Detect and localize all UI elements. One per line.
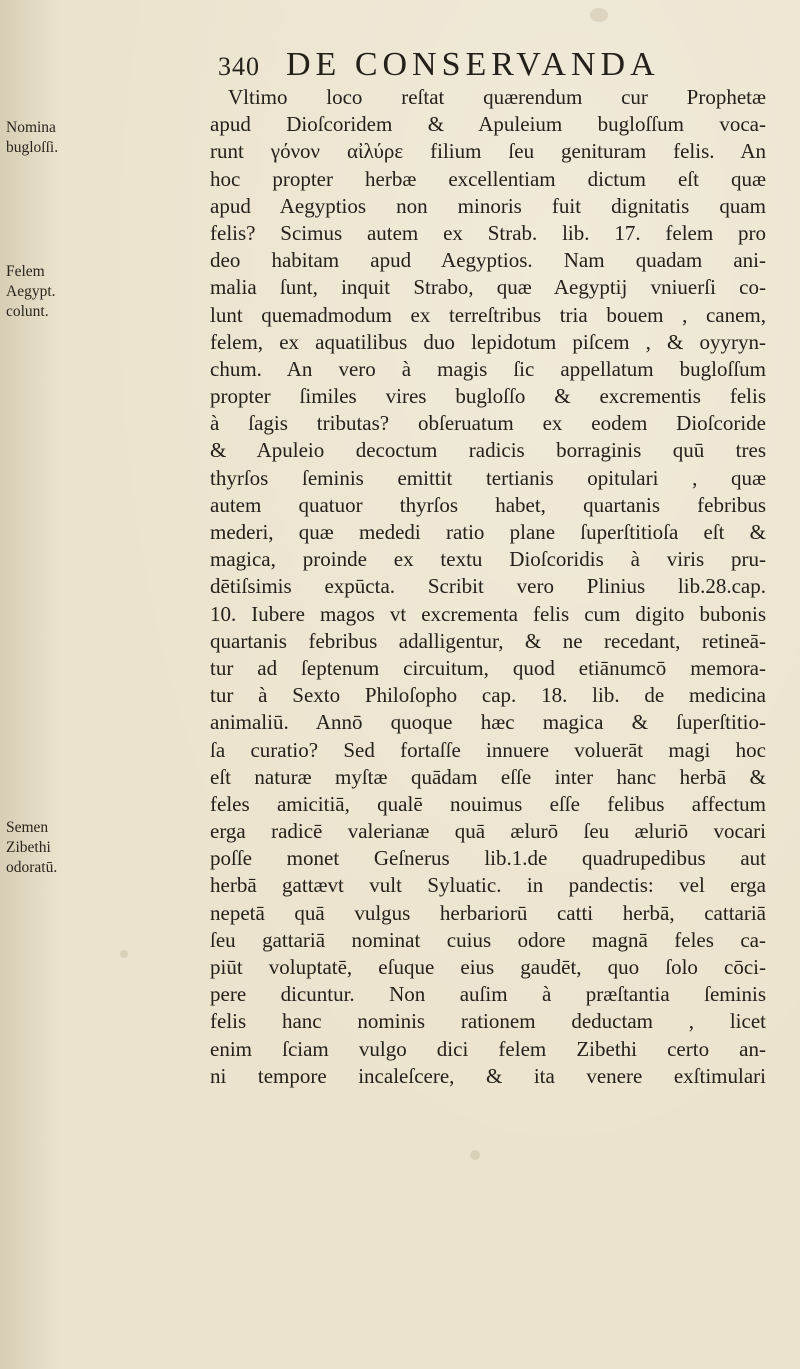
margin-note-line: Aegypt. [6, 283, 56, 300]
text-line: apud Dioſcoridem & Apuleium bugloſſum voca- [210, 112, 766, 137]
text-line: apud Aegyptios non minoris fuit dignitatis quam [210, 193, 766, 218]
margin-note [6, 262, 116, 322]
text-line: lunt quemadmodum ex terreſtribus tria bouem , canem, [210, 302, 766, 327]
text-line: eſt naturæ myſtæ quādam eſſe inter hanc herbā & [210, 764, 766, 789]
paper-stain [120, 950, 128, 958]
text-line: ſa curatio? Sed fortaſſe innuere voluerāt magi hoc [210, 737, 766, 762]
margin-note [6, 818, 116, 878]
text-line: feles amicitiā, qualē nouimus eſſe felibus affectum [210, 791, 766, 816]
text-line: erga radicē valerianæ quā ælurō ſeu æluriō vocari [210, 819, 766, 844]
margin-note-line: Nomina [6, 119, 56, 136]
text-line: dētiſsimis expūcta. Scribit vero Plinius lib.28.cap. [210, 574, 766, 599]
text-line: propter ſimiles vires bugloſſo & excrementis felis [210, 384, 766, 409]
paper-stain [470, 1150, 480, 1160]
text-line: malia ſunt, inquit Strabo, quæ Aegyptij vniuerſi co- [210, 275, 766, 300]
text-line: deo habitam apud Aegyptios. Nam quadam ani- [210, 248, 766, 273]
text-line: ſeu gattariā nominat cuius odore magnā feles ca- [210, 927, 766, 952]
text-line: magica, proinde ex textu Dioſcoridis à viris pru- [210, 547, 766, 572]
text-line: pere dicuntur. Non auſim à præſtantia ſeminis [210, 982, 766, 1007]
margin-note [6, 118, 116, 158]
text-line: tur à Sexto Philoſopho cap. 18. lib. de medicina [210, 683, 766, 708]
text-line: quartanis febribus adalligentur, & ne recedant, retineā- [210, 628, 766, 653]
margin-note-line: odoratū. [6, 859, 58, 876]
text-line: & Apuleio decoctum radicis borraginis quū tres [210, 438, 766, 463]
text-line: runt γόνον αἰλύρε filium ſeu genituram felis. An [210, 139, 766, 164]
margin-note-line: Semen [6, 819, 49, 836]
text-line: thyrſos ſeminis emittit tertianis opitulari , quæ [210, 465, 766, 490]
running-title: DE CONSERVANDA [286, 46, 660, 83]
text-line: piūt voluptatē, eſuque eius gaudēt, quo ſolo cōci- [210, 955, 766, 979]
text-line: tur ad ſeptenum circuitum, quod etiānumcō memora- [210, 655, 766, 680]
text-line: Vltimo loco reſtat quærendum cur Prophetæ [228, 85, 766, 109]
main-text-block [210, 84, 766, 1090]
text-line: felis hanc nominis rationem deductam , licet [210, 1009, 766, 1034]
margin-note-line: bugloſſi. [6, 139, 59, 156]
paper-stain [590, 8, 608, 22]
margin-note-line: colunt. [6, 303, 49, 320]
margin-note-line: Felem [6, 263, 45, 280]
text-line: hoc propter herbæ excellentiam dictum eſt quæ [210, 166, 766, 191]
text-line: felem, ex aquatilibus duo lepidotum piſcem , & oyyryn- [210, 329, 766, 354]
text-line: nepetā quā vulgus herbariorū catti herbā, cattariā [210, 900, 766, 925]
text-line: chum. An vero à magis ſic appellatum bugloſſum [210, 356, 766, 381]
text-line: herbā gattævt vult Syluatic. in pandectis: vel erga [210, 873, 766, 898]
page-header [218, 46, 660, 86]
text-line: enim ſciam vulgo dici felem Zibethi certo an- [210, 1036, 766, 1061]
text-line: poſſe monet Geſnerus lib.1.de quadrupedibus aut [210, 846, 766, 871]
text-line: ni tempore incaleſcere, & ita venere exſtimulari [210, 1063, 766, 1088]
margin-note-line: Zibethi [6, 839, 51, 856]
text-line: autem quatuor thyrſos habet, quartanis febribus [210, 492, 766, 517]
page-number: 340 [218, 52, 260, 81]
text-line: 10. Iubere magos vt excrementa felis cum digito bubonis [210, 601, 766, 626]
text-line: felis? Scimus autem ex Strab. lib. 17. felem pro [210, 220, 766, 245]
text-line: à ſagis tributas? obſeruatum ex eodem Dioſcoride [210, 411, 766, 436]
text-line: animaliū. Annō quoque hæc magica & ſuperſtitio- [210, 710, 766, 735]
text-line: mederi, quæ mededi ratio plane ſuperſtitioſa eſt & [210, 520, 766, 544]
